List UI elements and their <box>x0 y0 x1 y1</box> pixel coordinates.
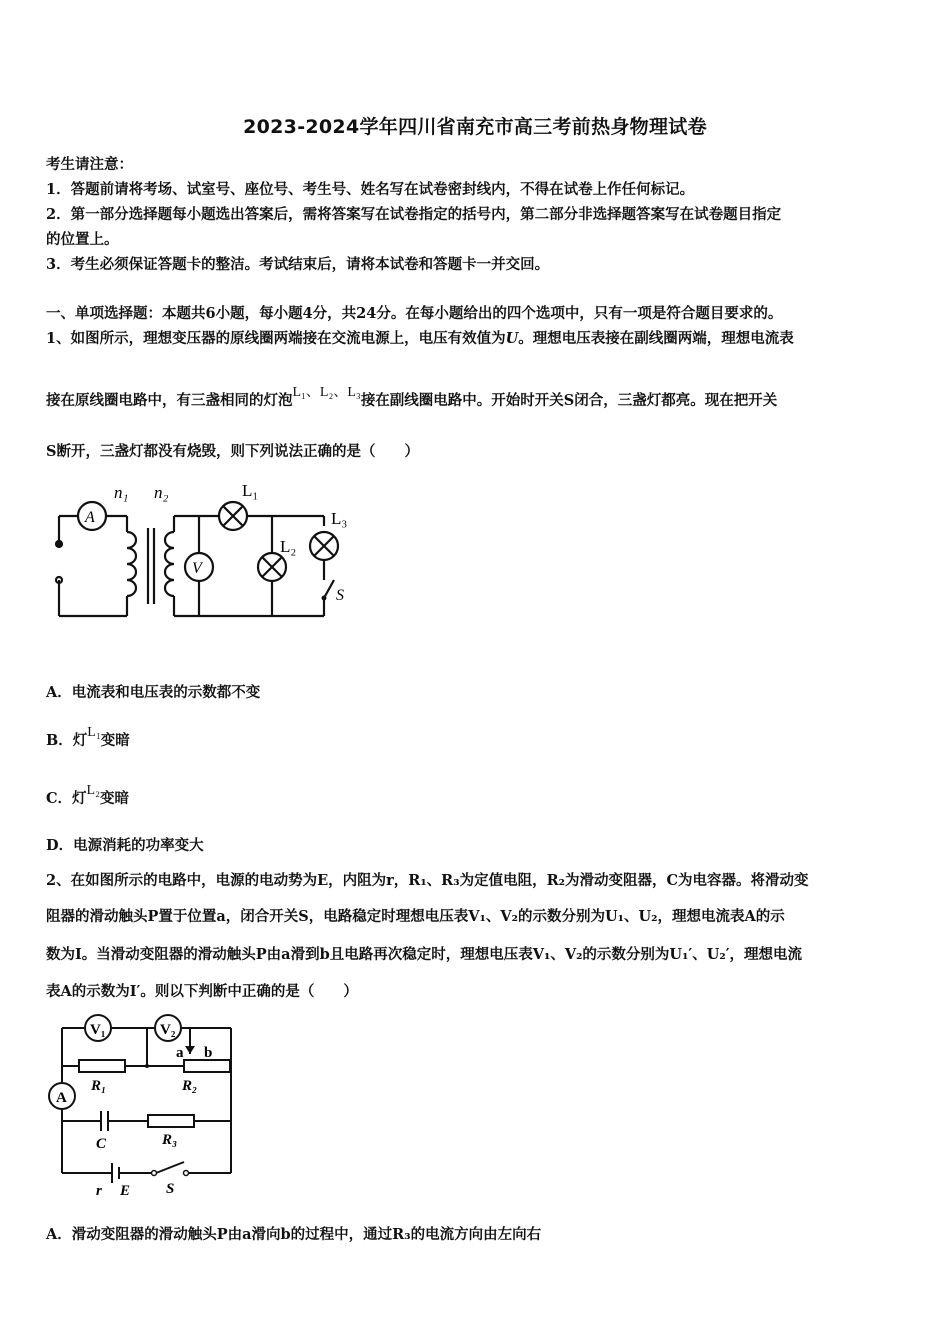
q1-text-2-end: 接在副线圈电路中。开始时开关S闭合，三盏灯都亮。现在把开关 <box>360 392 778 409</box>
q1-option-c <box>46 783 129 808</box>
n1-label: n₁ <box>114 483 129 502</box>
notice-item-2: 2．第一部分选择题每小题选出答案后，需将答案写在试卷指定的括号内，第二部分非选择题答案写在试卷题目指定 <box>46 206 782 223</box>
v1-label: V₁ <box>90 1022 106 1038</box>
ammeter-label: A <box>85 509 95 526</box>
q1-option-b-pre: B．灯 <box>46 732 88 749</box>
notice-item-3: 3．考生必须保证答题卡的整洁。考试结束后，请将本试卷和答题卡一并交回。 <box>46 256 550 273</box>
q1-text-2: 接在原线圈电路中，有三盏相同的灯泡 <box>46 392 293 409</box>
transformer-circuit-figure <box>44 476 364 626</box>
q2-option-a: A．滑动变阻器的滑动触头P由a滑向b的过程中，通过R₃的电流方向由左向右 <box>46 1226 542 1243</box>
r2-label: R₂ <box>182 1078 198 1094</box>
q1-line-2 <box>46 385 778 410</box>
internal-r-label: r <box>96 1183 102 1199</box>
section-heading: 一、单项选择题：本题共6小题，每小题4分，共24分。在每小题给出的四个选项中，只有一项是符合题目要求的。 <box>46 305 783 322</box>
q1-text-1: 1、如图所示，理想变压器的原线圈两端接在交流电源上，电压有效值为 <box>46 330 506 347</box>
capacitor-label: C <box>96 1136 107 1152</box>
voltmeter-label: V <box>192 560 202 577</box>
page-title: 2023-2024学年四川省南充市高三考前热身物理试卷 <box>243 116 707 138</box>
l2-label: L₂ <box>280 537 297 556</box>
q2-line-1: 2、在如图所示的电路中，电源的电动势为E，内阻为r，R₁、R₃为定值电阻，R₂为滑动变阻器，C为电容器。将滑动变 <box>46 872 809 889</box>
q1-option-b <box>46 725 130 750</box>
q1-lamps: L₁、L₂、L₃ <box>292 385 361 400</box>
q1-line-3: S断开，三盏灯都没有烧毁，则下列说法正确的是（ ） <box>46 443 419 460</box>
n2-label: n₂ <box>154 483 169 502</box>
q1-line-1 <box>46 327 794 348</box>
q1-option-b-post: 变暗 <box>100 732 130 749</box>
notice-item-1: 1．答题前请将考场、试室号、座位号、考生号、姓名写在试卷密封线内，不得在试卷上作任何标记。 <box>46 181 695 198</box>
v2-label: V₂ <box>160 1022 176 1038</box>
q1-option-c-post: 变暗 <box>99 790 129 807</box>
l3-label: L₃ <box>331 509 348 528</box>
contact-b-label: b <box>204 1045 213 1061</box>
q2-line-4: 表A的示数为I′。则以下判断中正确的是（ ） <box>46 983 358 1000</box>
notice-item-2-cont: 的位置上。 <box>46 231 119 248</box>
notice-heading: 考生请注意： <box>46 156 133 173</box>
q1-option-c-lamp: L₂ <box>86 783 100 798</box>
q1-option-d: D．电源消耗的功率变大 <box>46 837 204 854</box>
switch-label: S <box>336 587 344 604</box>
r1-label: R₁ <box>91 1078 107 1094</box>
switch-s-label: S <box>166 1181 175 1197</box>
q1-option-a: A．电流表和电压表的示数都不变 <box>46 684 261 701</box>
q1-option-c-pre: C．灯 <box>46 790 87 807</box>
q2-line-3: 数为I。当滑动变阻器的滑动触头P由a滑到b且电路再次稳定时，理想电压表V₁、V₂的示数分别为U₁′、U₂′，理想电流 <box>46 946 803 963</box>
q1-var-u: U <box>505 330 519 347</box>
contact-a-label: a <box>176 1045 184 1061</box>
q1-text-1-end: 。理想电压表接在副线圈两端，理想电流表 <box>518 330 794 347</box>
rc-circuit-figure <box>44 1010 244 1200</box>
r3-label: R₃ <box>162 1132 178 1148</box>
q2-line-2: 阻器的滑动触头P置于位置a，闭合开关S，电路稳定时理想电压表V₁、V₂的示数分别为U₁、U₂，理想电流表A的示 <box>46 908 785 925</box>
q1-option-b-lamp: L₁ <box>87 725 101 740</box>
ammeter-a-label: A <box>56 1090 67 1106</box>
emf-label: E <box>120 1183 131 1199</box>
l1-label: L₁ <box>242 481 259 500</box>
